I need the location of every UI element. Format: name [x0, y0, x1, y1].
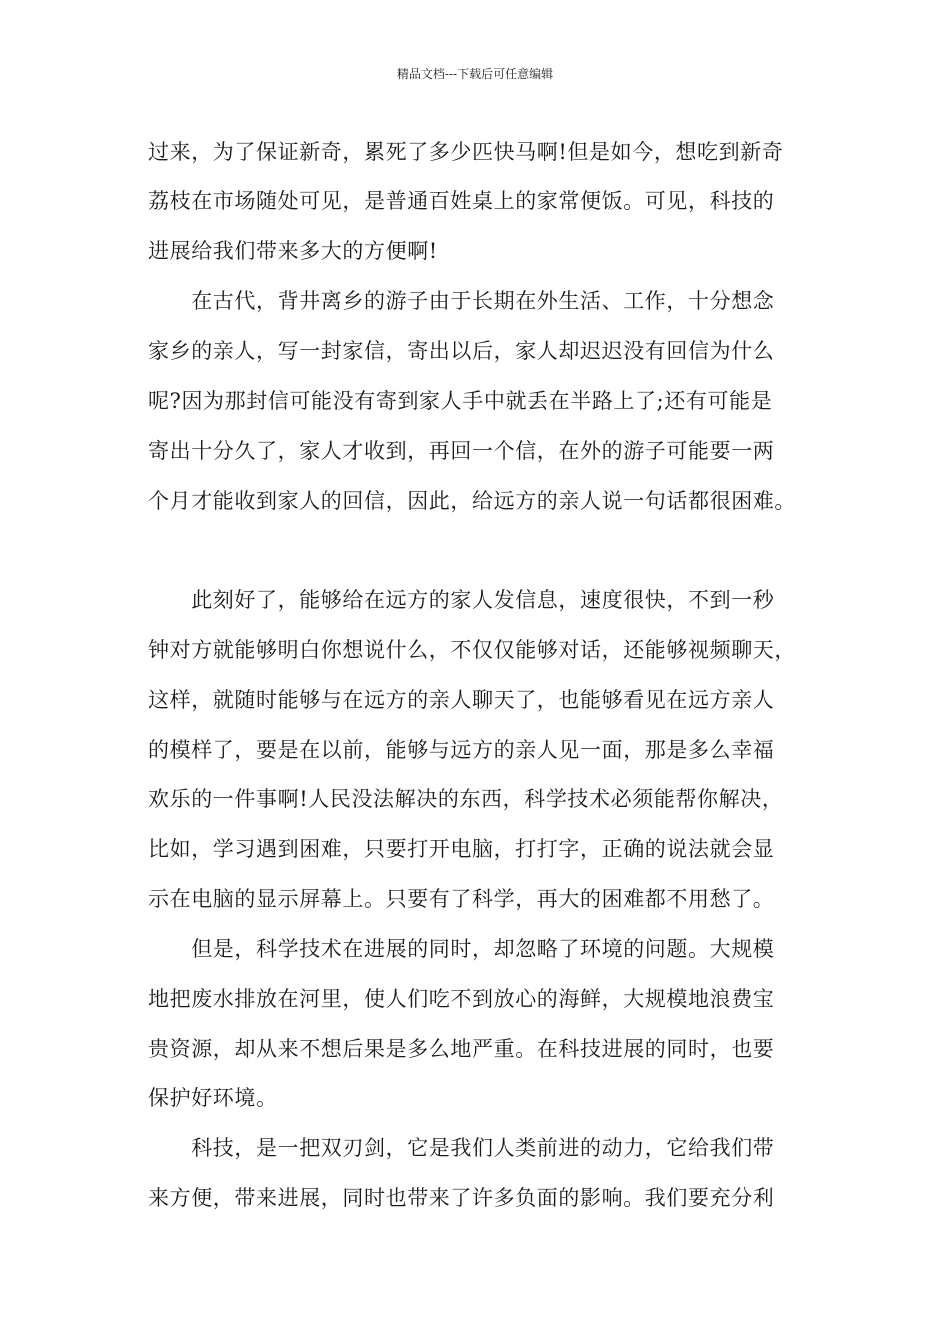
text-line: 地把废水排放在河里，使人们吃不到放心的海鲜，大规模地浪费宝 — [148, 987, 775, 1011]
text-line: 示在电脑的显示屏幕上。只要有了科学，再大的困难都不用愁了。 — [148, 887, 775, 911]
text-line: 保护好环境。 — [148, 1086, 278, 1110]
text-line: 荔枝在市场随处可见，是普通百姓桌上的家常便饭。可见，科技的 — [148, 189, 775, 213]
text-line: 个月才能收到家人的回信，因此，给远方的亲人说一句话都很困难。 — [148, 489, 796, 513]
text-line: 家乡的亲人，写一封家信，寄出以后，家人却迟迟没有回信为什么 — [148, 339, 775, 363]
text-line: 进展给我们带来多大的方便啊! — [148, 239, 438, 263]
paragraph-start-line: 但是，科学技术在进展的同时，却忽略了环境的问题。大规模 — [148, 937, 775, 961]
paragraph-start-line: 科技，是一把双刃剑，它是我们人类前进的动力，它给我们带 — [148, 1136, 775, 1160]
paragraph-start-line: 此刻好了，能够给在远方的家人发信息，速度很快，不到一秒 — [148, 588, 775, 612]
text-line: 钟对方就能够明白你想说什么，不仅仅能够对话，还能够视频聊天， — [148, 638, 796, 662]
text-line: 呢?因为那封信可能没有寄到家人手中就丢在半路上了;还有可能是 — [148, 389, 773, 413]
text-line: 来方便，带来进展，同时也带来了许多负面的影响。我们要充分利 — [148, 1186, 775, 1210]
text-line: 这样，就随时能够与在远方的亲人聊天了，也能够看见在远方亲人 — [148, 688, 775, 712]
text-line: 的模样了，要是在以前，能够与远方的亲人见一面，那是多么幸福 — [148, 738, 775, 762]
paragraph-start-line: 在古代，背井离乡的游子由于长期在外生活、工作，十分想念 — [148, 289, 775, 313]
text-line: 比如，学习遇到困难，只要打开电脑，打打字，正确的说法就会显 — [148, 837, 775, 861]
text-line: 欢乐的一件事啊!人民没法解决的东西，科学技术必须能帮你解决， — [148, 787, 784, 811]
page-header: 精品文档---下载后可任意编辑 — [396, 67, 554, 81]
text-line: 贵资源，却从来不想后果是多么地严重。在科技进展的同时，也要 — [148, 1037, 775, 1061]
text-line: 寄出十分久了，家人才收到，再回一个信，在外的游子可能要一两 — [148, 439, 775, 463]
text-line: 过来，为了保证新奇，累死了多少匹快马啊!但是如今，想吃到新奇 — [148, 140, 784, 164]
